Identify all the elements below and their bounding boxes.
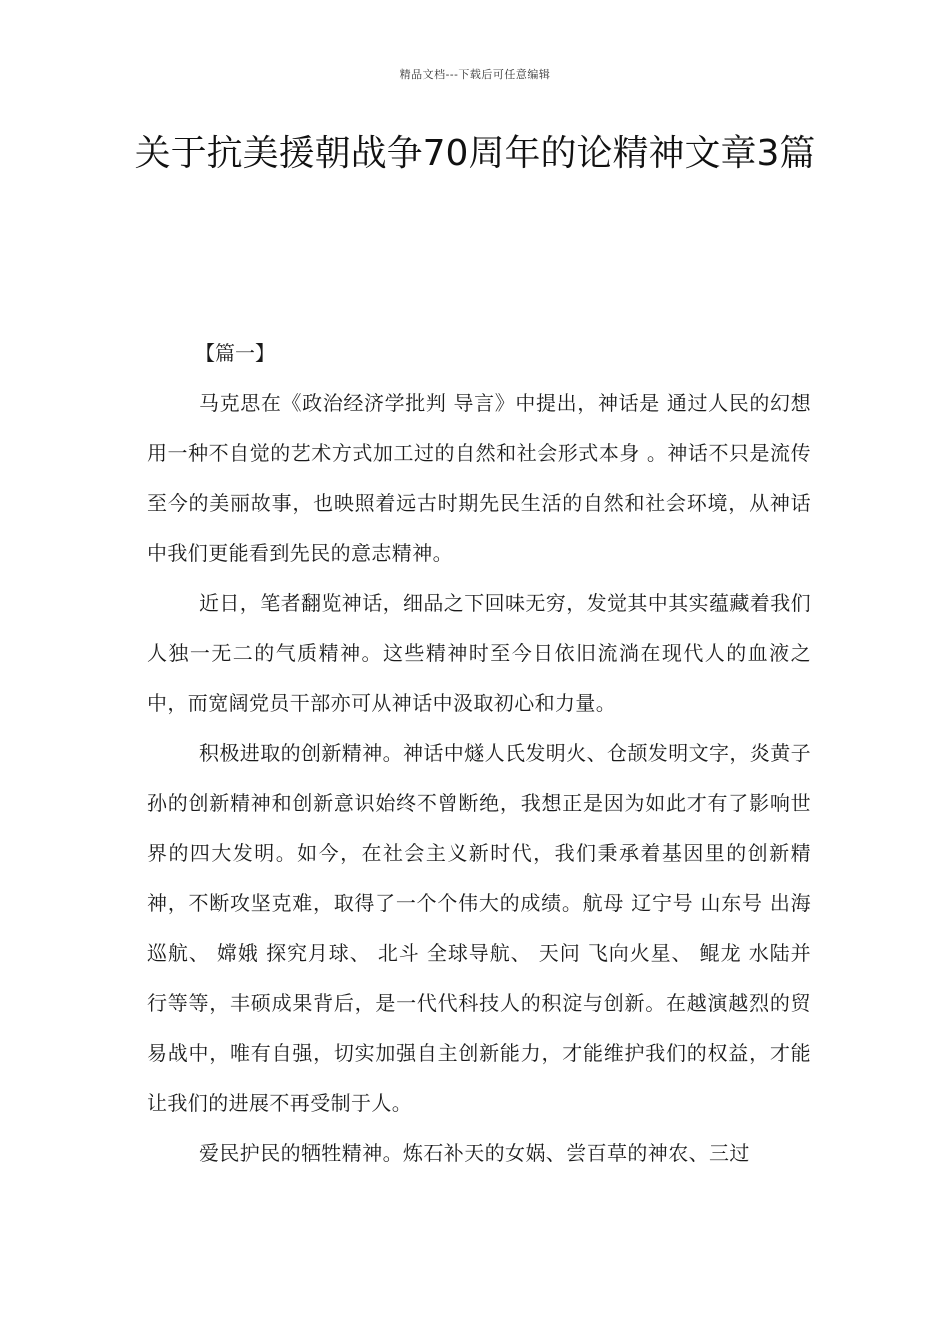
document-body (147, 328, 811, 1178)
section-heading: 【篇一】 (195, 341, 275, 365)
paragraph-2: 近日，笔者翻览神话，细品之下回味无穷，发觉其中其实蕴藏着我们人独一无二的气质精神。这些精神时至今日依旧流淌在现代人的血液之中，而宽阔党员干部亦可从神话中汲取初心和力量。 (147, 591, 811, 715)
header-note: 精品文档---下载后可任意编辑 (399, 68, 551, 81)
paragraph-4: 爱民护民的牺牲精神。炼石补天的女娲、尝百草的神农、三过 (199, 1141, 750, 1165)
document-title: 关于抗美援朝战争70周年的论精神文章3篇 (134, 133, 816, 174)
paragraph-1: 马克思在《政治经济学批判 导言》中提出，神话是 通过人民的幻想用一种不自觉的艺术方式加工过的自然和社会形式本身 。神话不只是流传至今的美丽故事，也映照着远古时期先民生活的自然和社会环境，从神话中我们更能看到先民的意志精神。 (147, 391, 811, 565)
paragraph-3: 积极进取的创新精神。神话中燧人氏发明火、仓颉发明文字，炎黄子孙的创新精神和创新意识始终不曾断绝，我想正是因为如此才有了影响世界的四大发明。如今，在社会主义新时代，我们秉承着基因里的创新精神，不断攻坚克难，取得了一个个伟大的成绩。航母 辽宁号 山东号 出海巡航、 嫦娥 探究月球、 北斗 全球导航、 天问 飞向火星、 鲲龙 水陆并行等等，丰硕成果背后，是一代代科技人的积淀与创新。在越演越烈的贸易战中，唯有自强，切实加强自主创新能力，才能维护我们的权益，才能让我们的进展不再受制于人。 (147, 741, 811, 1115)
